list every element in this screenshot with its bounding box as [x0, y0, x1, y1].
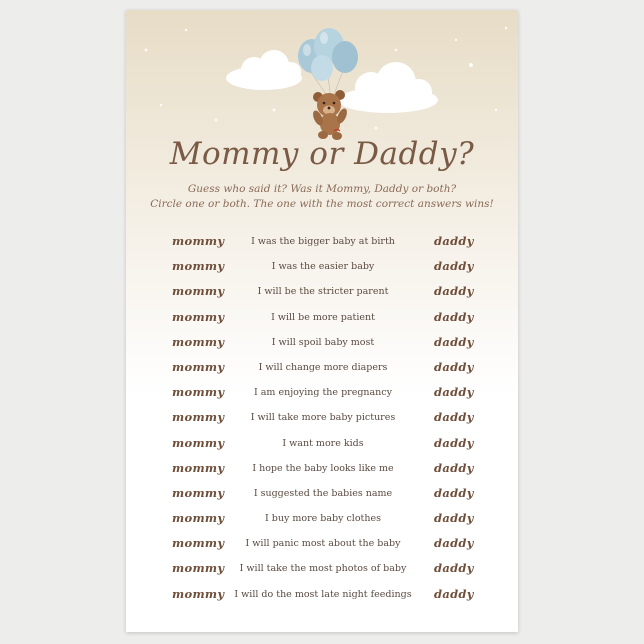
instructions [146, 182, 498, 212]
mommy-option[interactable]: mommy [172, 259, 225, 274]
statement-text: I was the easier baby [271, 261, 375, 273]
statement-text: I hope the baby looks like me [252, 462, 394, 474]
statement-text: I will spoil baby most [271, 336, 375, 348]
teddy-bear-balloons-illustration [126, 10, 518, 145]
mommy-option[interactable]: mommy [172, 586, 225, 601]
mommy-option[interactable]: mommy [172, 234, 225, 248]
statement-text: I want more kids [282, 437, 364, 449]
statement-row [126, 585, 518, 610]
balloon-cluster [298, 28, 358, 81]
daddy-option[interactable]: daddy [434, 234, 474, 248]
mommy-option[interactable]: mommy [172, 511, 225, 526]
teddy-bear [311, 90, 349, 140]
statement-row [126, 509, 518, 534]
statement-row [126, 559, 518, 584]
statement-row [126, 358, 518, 383]
daddy-option[interactable]: daddy [434, 334, 474, 349]
daddy-option[interactable]: daddy [434, 435, 474, 450]
cloud-left [226, 50, 302, 90]
game-card [126, 10, 518, 632]
statement-row [126, 383, 518, 408]
daddy-option[interactable]: daddy [434, 359, 474, 374]
statement-row [126, 333, 518, 358]
statement-text: I will take more baby pictures [250, 412, 396, 424]
mommy-option[interactable]: mommy [172, 334, 225, 349]
mommy-option[interactable]: mommy [172, 359, 225, 374]
statement-text: I am enjoying the pregnancy [254, 387, 392, 399]
daddy-option[interactable]: daddy [434, 284, 474, 299]
statement-text: I will change more diapers [258, 361, 388, 373]
statement-row [126, 534, 518, 559]
statement-row [126, 282, 518, 307]
mommy-option[interactable]: mommy [172, 485, 225, 500]
daddy-option[interactable]: daddy [434, 586, 474, 601]
statement-text: I was the bigger baby at birth [251, 236, 395, 247]
statement-list [126, 232, 518, 610]
daddy-option[interactable]: daddy [434, 385, 474, 400]
statement-text: I will take the most photos of baby [239, 563, 407, 575]
daddy-option[interactable]: daddy [434, 561, 474, 576]
daddy-option[interactable]: daddy [434, 460, 474, 475]
statement-row [126, 408, 518, 433]
instructions-line-2: Circle one or both. The one with the most correct answers wins! [150, 198, 494, 210]
statement-row [126, 459, 518, 484]
mommy-option[interactable]: mommy [172, 385, 225, 400]
mommy-option[interactable]: mommy [172, 536, 225, 551]
statement-text: I will do the most late night feedings [234, 588, 412, 600]
page-title: Mommy or Daddy? [169, 136, 475, 172]
statement-row [126, 232, 518, 257]
statement-text: I buy more baby clothes [265, 513, 381, 525]
daddy-option[interactable]: daddy [434, 485, 474, 500]
statement-text: I will be the stricter parent [257, 286, 389, 298]
mommy-option[interactable]: mommy [172, 561, 225, 576]
mommy-option[interactable]: mommy [172, 460, 225, 475]
mommy-option[interactable]: mommy [172, 410, 225, 425]
statement-row [126, 257, 518, 282]
daddy-option[interactable]: daddy [434, 259, 474, 274]
statement-text: I will panic most about the baby [245, 538, 401, 550]
statement-text: I will be more patient [271, 311, 375, 323]
mommy-option[interactable]: mommy [172, 309, 225, 324]
instructions-line-1: Guess who said it? Was it Mommy, Daddy or both? [187, 183, 457, 195]
statement-text: I suggested the babies name [253, 487, 393, 499]
statement-row [126, 308, 518, 333]
mommy-option[interactable]: mommy [172, 435, 225, 450]
cloud-right [338, 62, 438, 113]
mommy-option[interactable]: mommy [172, 284, 225, 299]
daddy-option[interactable]: daddy [434, 536, 474, 551]
daddy-option[interactable]: daddy [434, 511, 474, 526]
statement-row [126, 484, 518, 509]
daddy-option[interactable]: daddy [434, 309, 474, 324]
statement-row [126, 434, 518, 459]
daddy-option[interactable]: daddy [434, 410, 474, 425]
